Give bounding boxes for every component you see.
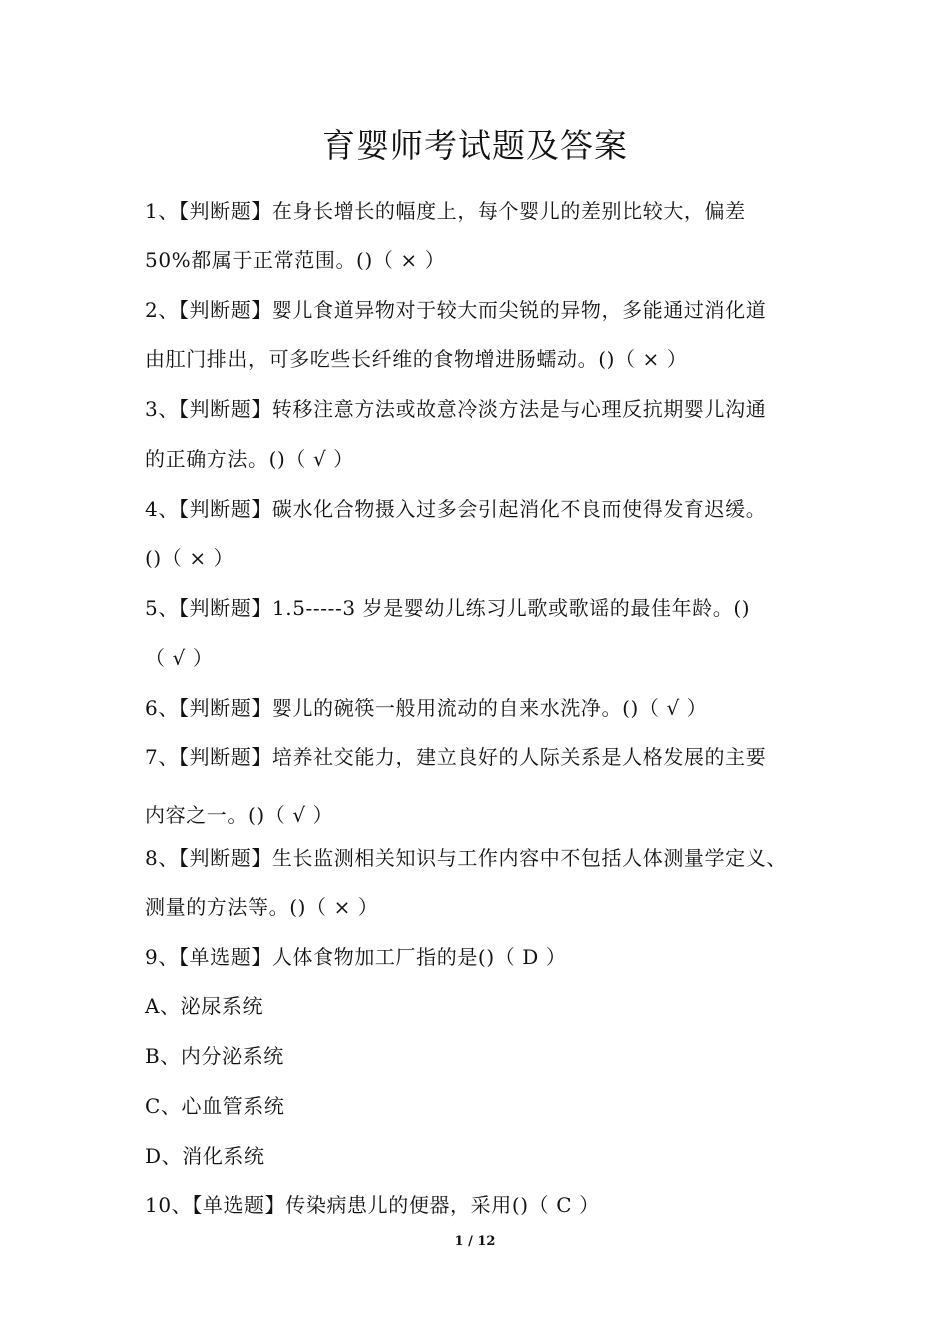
text-line: 内容之一。()（ √ ） bbox=[145, 803, 334, 827]
title-text: 育婴师考试题及答案 bbox=[322, 126, 628, 165]
page-number: 1 / 12 bbox=[454, 1234, 496, 1249]
text-line: C、心血管系统 bbox=[145, 1094, 285, 1118]
text-line: ()（ × ） bbox=[145, 546, 235, 570]
text-line: 10、【单选题】传染病患儿的便器，采用()（ C ） bbox=[145, 1193, 600, 1217]
text-line: 8、【判断题】生长监测相关知识与工作内容中不包括人体测量学定义、 bbox=[145, 846, 787, 870]
text-line: 测量的方法等。()（ × ） bbox=[145, 895, 379, 919]
text-line: 4、【判断题】碳水化合物摄入过多会引起消化不良而使得发育迟缓。 bbox=[145, 497, 767, 521]
text-line: D、消化系统 bbox=[145, 1144, 265, 1168]
document-title bbox=[0, 122, 950, 170]
text-line: 的正确方法。()（ √ ） bbox=[145, 447, 354, 471]
text-line: 2、【判断题】婴儿食道异物对于较大而尖锐的异物，多能通过消化道 bbox=[145, 298, 767, 322]
text-line: 1、【判断题】在身长增长的幅度上，每个婴儿的差别比较大，偏差 bbox=[145, 199, 746, 223]
text-line: 50%都属于正常范围。()（ × ） bbox=[145, 248, 446, 272]
text-line: （ √ ） bbox=[145, 646, 214, 670]
text-line: 由肛门排出，可多吃些长纤维的食物增进肠蠕动。()（ × ） bbox=[145, 347, 688, 371]
text-line: 7、【判断题】培养社交能力，建立良好的人际关系是人格发展的主要 bbox=[145, 745, 767, 769]
text-line: 9、【单选题】人体食物加工厂指的是()（ D ） bbox=[145, 945, 567, 969]
text-line: 5、【判断题】1.5-----3 岁是婴幼儿练习儿歌或歌谣的最佳年龄。() bbox=[145, 596, 751, 620]
text-line: 6、【判断题】婴儿的碗筷一般用流动的自来水洗净。()（ √ ） bbox=[145, 696, 708, 720]
text-line: B、内分泌系统 bbox=[145, 1044, 284, 1068]
text-line: 3、【判断题】转移注意方法或故意冷淡方法是与心理反抗期婴儿沟通 bbox=[145, 397, 767, 421]
text-line: A、泌尿系统 bbox=[145, 994, 264, 1018]
